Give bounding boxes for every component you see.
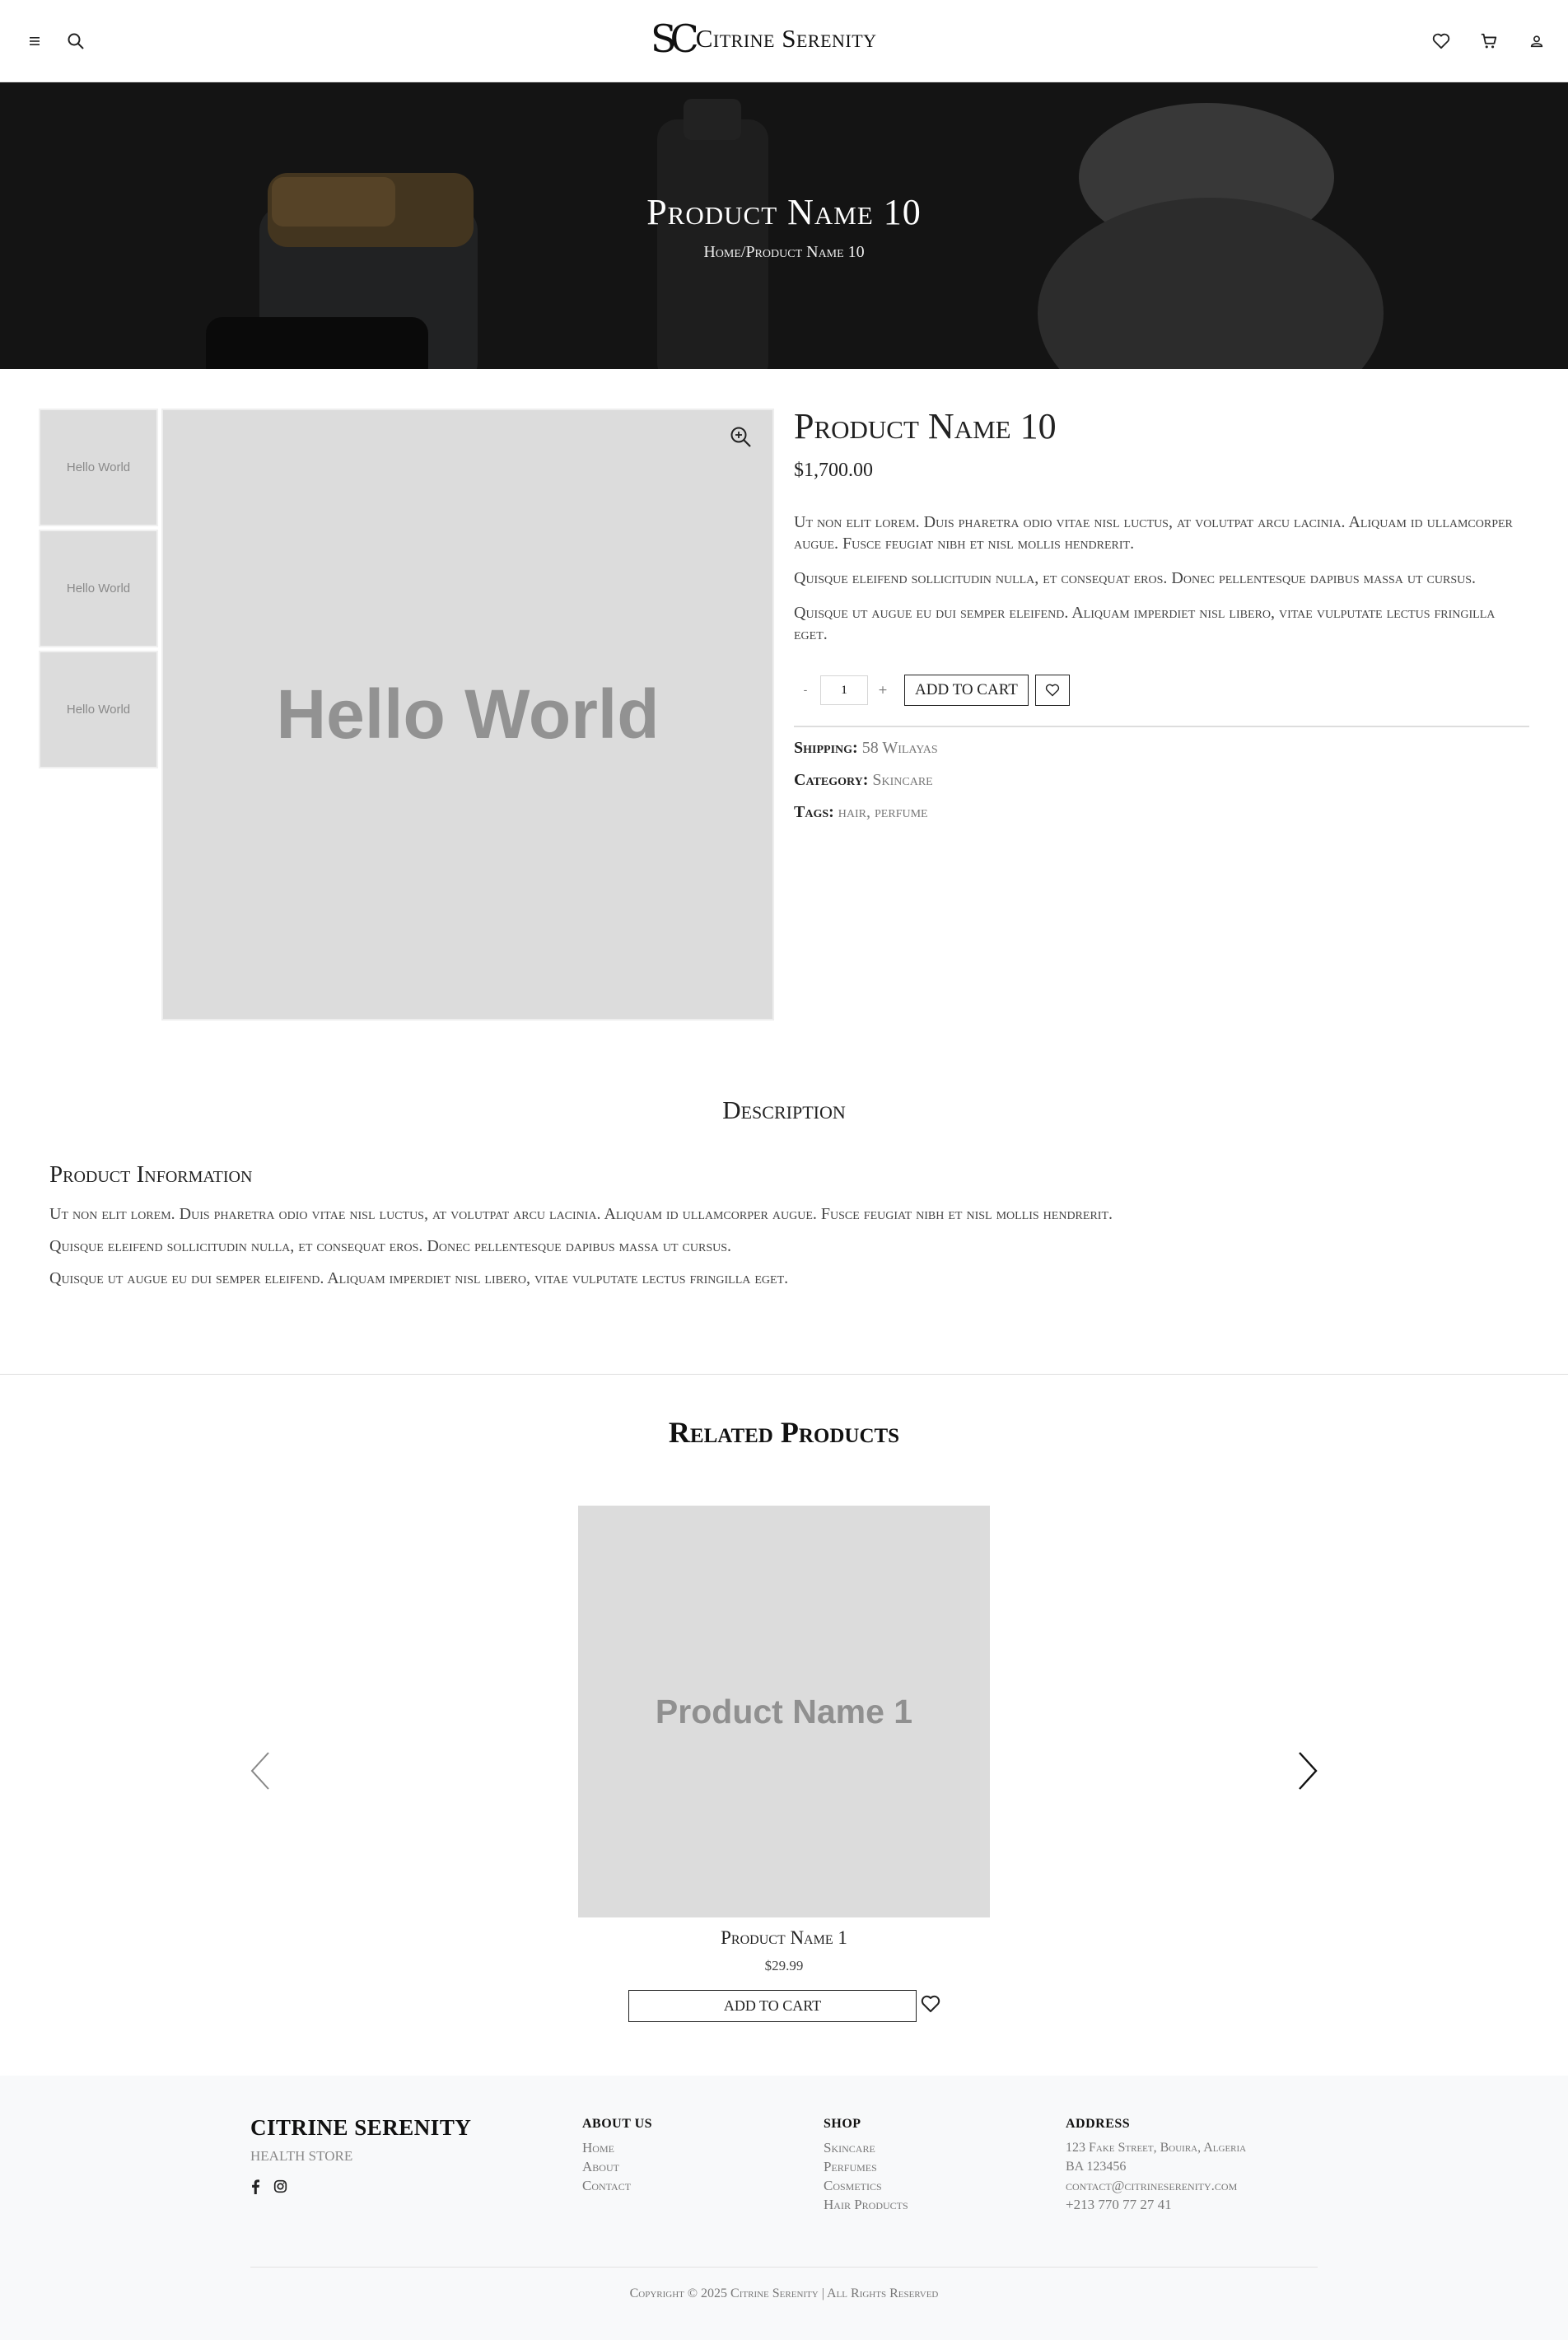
thumbnail-1[interactable]: Hello World	[39, 409, 158, 526]
wishlist-button[interactable]	[1035, 675, 1070, 706]
header-right	[1430, 30, 1548, 53]
footer-link-skincare[interactable]: Skincare	[824, 2140, 875, 2156]
product-information	[49, 1161, 1532, 1301]
phone-link[interactable]: +213 770 77 27 41	[1066, 2197, 1172, 2212]
footer-address-heading: ADDRESS	[1066, 2117, 1131, 2131]
site-footer	[0, 2076, 1568, 2340]
footer-brand: CITRINE SERENITY	[250, 2115, 472, 2140]
hero-title: Product Name 10	[646, 192, 922, 232]
quantity-increase-button[interactable]: +	[878, 684, 888, 697]
breadcrumb-home-link[interactable]: Home	[703, 243, 741, 261]
divider	[794, 726, 1529, 727]
main-product-image[interactable]: Hello World	[161, 409, 774, 1021]
address-line: BA 123456	[1066, 2160, 1127, 2174]
thumbnail-2[interactable]: Hello World	[39, 530, 158, 647]
search-icon[interactable]	[64, 30, 87, 53]
shipping-value: 58 Wilayas	[861, 739, 938, 757]
breadcrumb-separator: /	[740, 243, 746, 261]
footer-link-contact[interactable]: Contact	[582, 2178, 632, 2193]
product-title: Product Name 10	[794, 406, 1057, 446]
footer-shop-column	[824, 2117, 908, 2214]
zoom-icon[interactable]	[729, 425, 754, 450]
information-paragraph: Quisque eleifend sollicitudin nulla, et consequat eros. Donec pellentesque dapibus massa ut cursus.	[49, 1237, 732, 1255]
header-left	[23, 30, 87, 53]
add-to-cart-button[interactable]: ADD TO CART	[904, 675, 1029, 706]
menu-icon[interactable]	[23, 30, 46, 53]
related-products-heading: Related Products	[668, 1416, 900, 1449]
thumbnail-3[interactable]: Hello World	[39, 651, 158, 768]
breadcrumb-current: Product Name 10	[745, 243, 865, 261]
social-links	[250, 2179, 287, 2198]
copyright: Copyright © 2025 Citrine Serenity | All Rights Reserved	[629, 2286, 939, 2300]
facebook-icon[interactable]	[250, 2179, 260, 2198]
site-header	[0, 0, 1568, 82]
footer-address-column	[1066, 2117, 1246, 2214]
address-line: 123 Fake Street, Bouira, Algeria	[1066, 2141, 1247, 2155]
thumbnail-list	[39, 409, 158, 772]
footer-link-perfumes[interactable]: Perfumes	[824, 2159, 877, 2174]
tags-label: Tags:	[794, 803, 834, 821]
email-link[interactable]: contact@citrineserenity.com	[1066, 2178, 1238, 2193]
description-heading: Description	[722, 1095, 846, 1124]
footer-shop-heading: SHOP	[824, 2117, 861, 2131]
heart-icon	[921, 1995, 940, 2013]
heart-icon	[1045, 684, 1060, 697]
shipping-row	[794, 739, 1529, 758]
page-hero	[0, 82, 1568, 369]
carousel-prev-button[interactable]	[244, 1746, 277, 1796]
footer-link-home[interactable]: Home	[582, 2140, 614, 2156]
breadcrumb	[0, 243, 1568, 262]
quantity-input[interactable]	[820, 675, 868, 705]
related-product-price: $29.99	[764, 1958, 804, 1973]
heart-icon[interactable]	[1430, 30, 1453, 53]
category-row	[794, 771, 1529, 790]
description-paragraph: Ut non elit lorem. Duis pharetra odio vitae nisl luctus, at volutpat arcu lacinia. Aliquam id ullamcorper augue. Fusce feugiat nibh et nisl mollis hendrerit.	[794, 513, 1513, 553]
related-product-image[interactable]: Product Name 1	[578, 1506, 990, 1917]
cart-icon[interactable]	[1477, 30, 1500, 53]
footer-tagline: HEALTH STORE	[250, 2148, 353, 2164]
information-paragraph: Ut non elit lorem. Duis pharetra odio vitae nisl luctus, at volutpat arcu lacinia. Aliquam id ullamcorper augue. Fusce feugiat nibh et nisl mollis hendrerit.	[49, 1205, 1113, 1223]
related-wishlist-button[interactable]	[921, 1995, 942, 2016]
product-information-heading: Product Information	[49, 1161, 253, 1188]
related-product-name[interactable]: Product Name 1	[721, 1927, 847, 1948]
footer-about-heading: ABOUT US	[582, 2117, 653, 2131]
category-label: Category:	[794, 771, 869, 789]
shipping-label: Shipping:	[794, 739, 858, 757]
logo-text: Citrine Serenity	[695, 24, 877, 53]
carousel-next-button[interactable]	[1291, 1746, 1324, 1796]
product-price: $1,700.00	[794, 460, 873, 481]
logo-mark: SC	[651, 16, 693, 61]
tags-row	[794, 803, 1529, 822]
description-paragraph: Quisque eleifend sollicitudin nulla, et consequat eros. Donec pellentesque dapibus massa ut cursus.	[794, 569, 1477, 587]
instagram-icon[interactable]	[273, 2179, 287, 2198]
quantity-decrease-button[interactable]: -	[803, 684, 808, 697]
product-summary	[794, 404, 1529, 835]
site-logo[interactable]	[651, 18, 877, 59]
footer-link-cosmetics[interactable]: Cosmetics	[824, 2178, 882, 2193]
related-add-to-cart-button[interactable]: ADD TO CART	[628, 1990, 917, 2022]
tags-links[interactable]: hair, perfume	[838, 803, 928, 821]
information-paragraph: Quisque ut augue eu dui semper eleifend. Aliquam imperdiet nisl libero, vitae vulputate lectus fringilla eget.	[49, 1269, 789, 1287]
section-divider	[0, 1374, 1568, 1375]
user-icon[interactable]	[1525, 30, 1548, 53]
footer-divider	[250, 2267, 1318, 2268]
chevron-right-icon	[1291, 1746, 1324, 1796]
add-to-cart-row	[794, 675, 1529, 706]
product-short-description	[794, 511, 1529, 645]
category-link[interactable]: Skincare	[872, 771, 933, 789]
footer-about-column	[582, 2117, 652, 2195]
product-meta	[794, 739, 1529, 822]
footer-link-about[interactable]: About	[582, 2159, 619, 2174]
footer-link-hair-products[interactable]: Hair Products	[824, 2197, 908, 2212]
chevron-left-icon	[244, 1746, 277, 1796]
description-paragraph: Quisque ut augue eu dui semper eleifend. Aliquam imperdiet nisl libero, vitae vulputate lectus fringilla eget.	[794, 604, 1496, 643]
